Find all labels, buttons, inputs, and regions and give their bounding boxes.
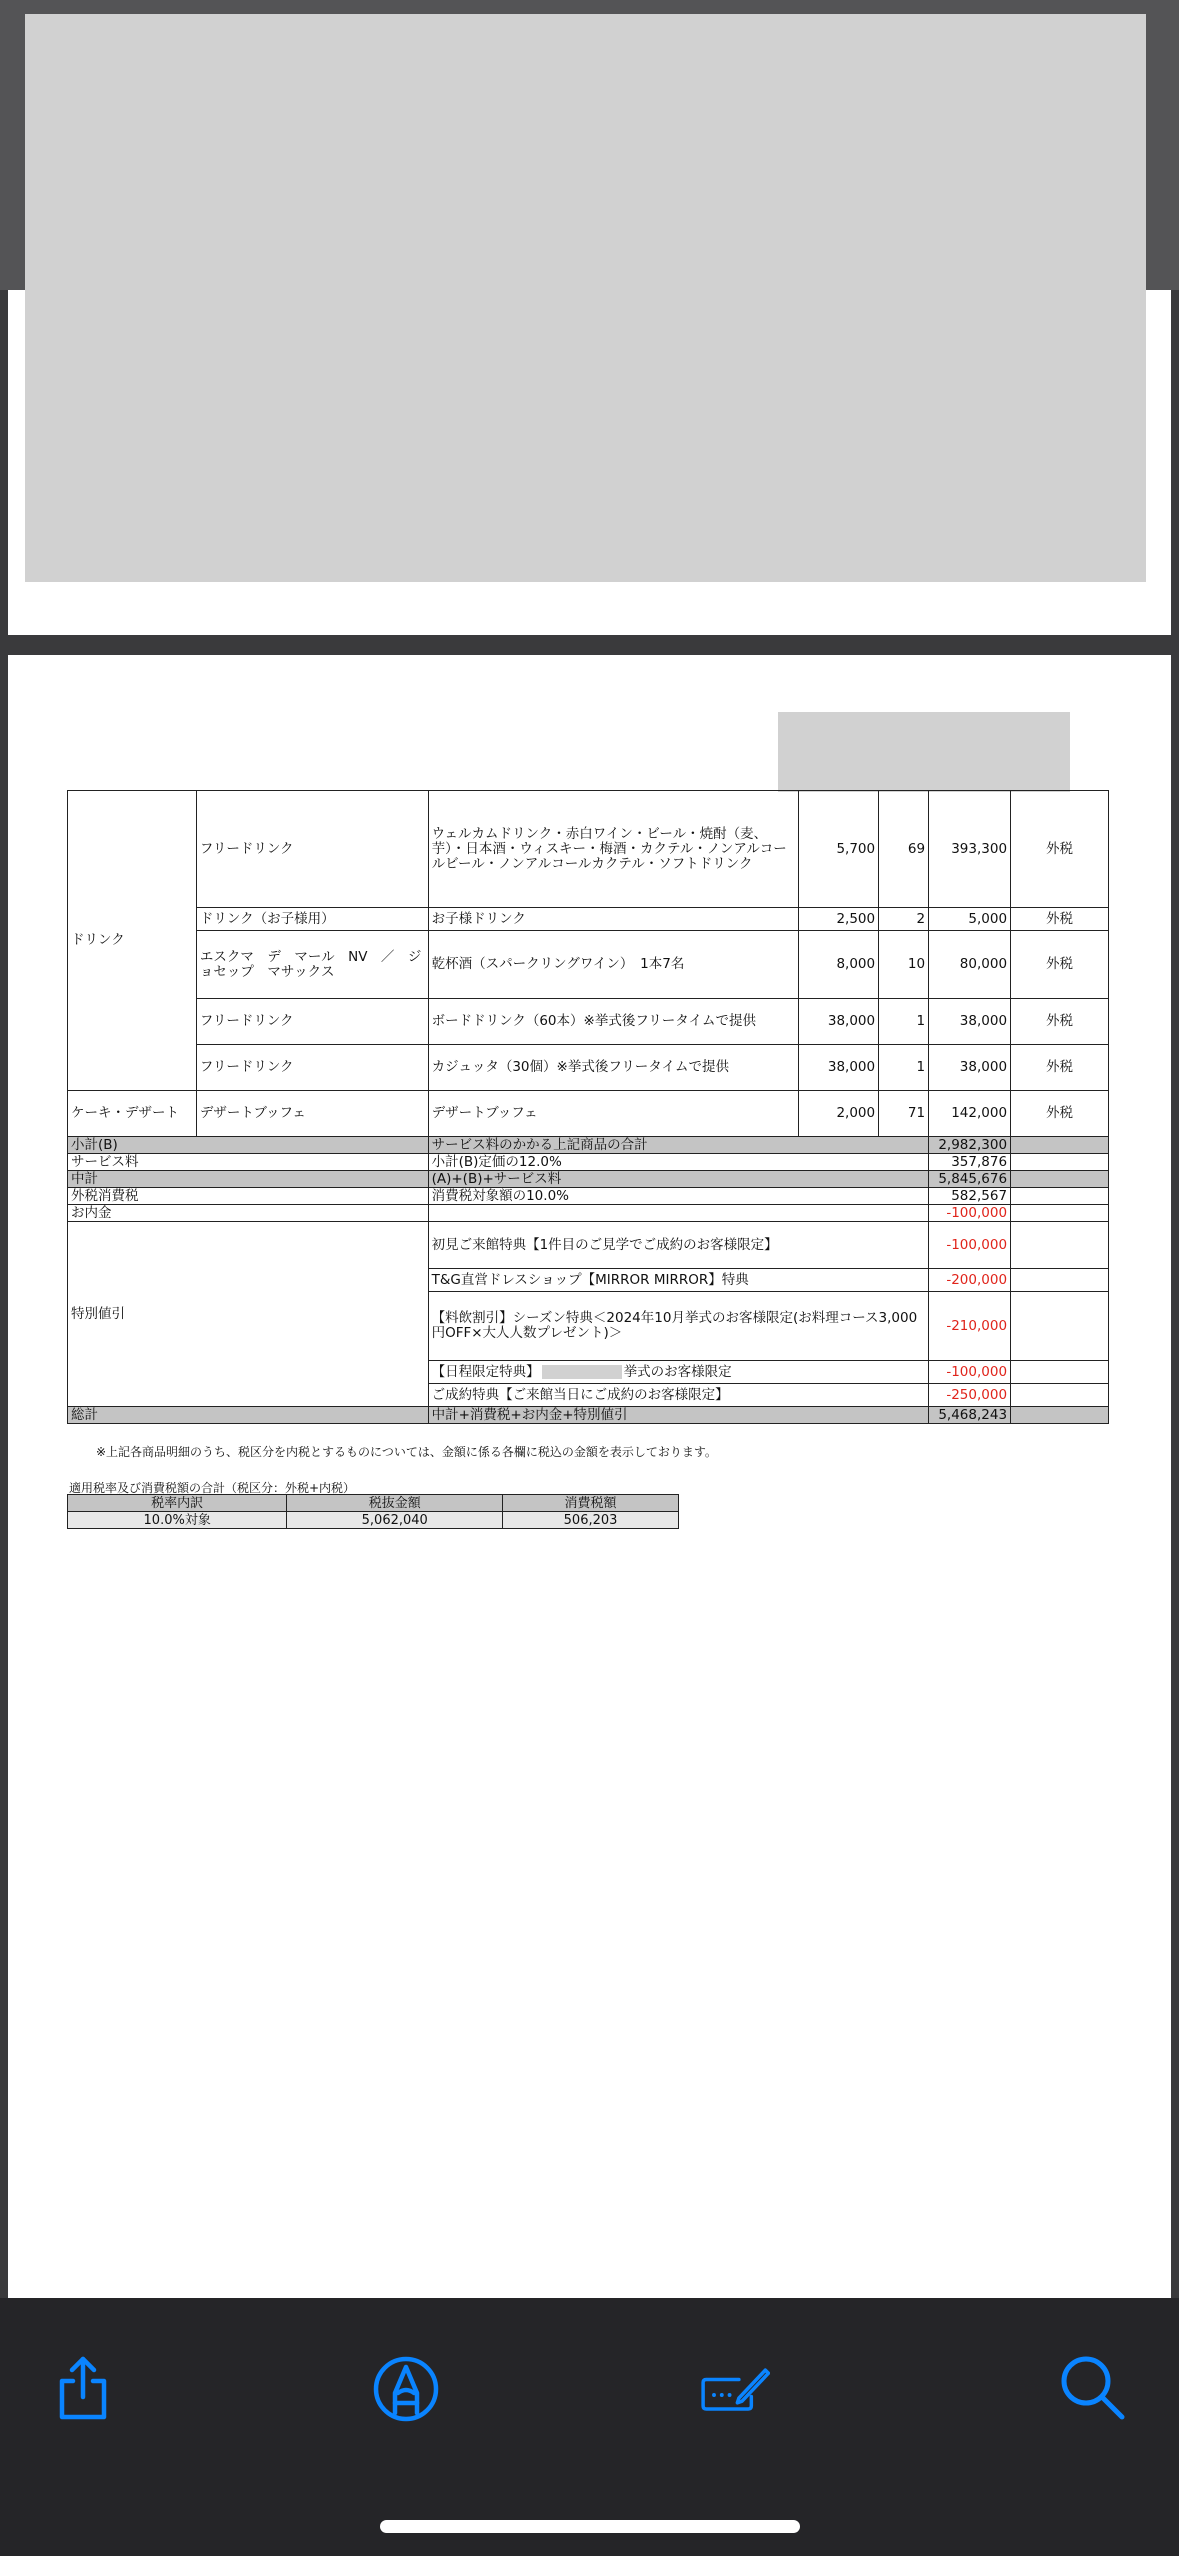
category-cell: ドリンク bbox=[68, 791, 197, 1091]
discount-desc: ご成約特典【ご来館当日にご成約のお客様限定】 bbox=[428, 1384, 928, 1407]
external-tax-desc: 消費税対象額の10.0% bbox=[428, 1188, 928, 1205]
deposit-label: お内金 bbox=[68, 1205, 429, 1222]
quantity-cell: 1 bbox=[879, 1045, 929, 1091]
discount-amount: -100,000 bbox=[929, 1361, 1011, 1384]
discount-desc bbox=[428, 1361, 928, 1384]
unit-price-cell: 2,500 bbox=[799, 908, 879, 931]
description-cell: 乾杯酒（スパークリングワイン） 1本7名 bbox=[428, 931, 799, 999]
quantity-cell: 2 bbox=[879, 908, 929, 931]
table-row bbox=[68, 1091, 1109, 1137]
subtotal-amount: 2,982,300 bbox=[929, 1137, 1011, 1154]
subtotal-row bbox=[68, 1137, 1109, 1154]
grand-total-row bbox=[68, 1407, 1109, 1424]
discount-amount: -100,000 bbox=[929, 1222, 1011, 1269]
amount-cell: 38,000 bbox=[929, 999, 1011, 1045]
deposit-row bbox=[68, 1205, 1109, 1222]
unit-price-cell: 8,000 bbox=[799, 931, 879, 999]
item-cell: フリードリンク bbox=[196, 791, 428, 908]
tax-summary-table bbox=[67, 1494, 679, 1529]
grand-total-desc: 中計+消費税+お内金+特別値引 bbox=[428, 1407, 928, 1424]
tax-type-cell: 外税 bbox=[1011, 931, 1109, 999]
table-row bbox=[68, 931, 1109, 999]
tax-note: ※上記各商品明細のうち、税区分を内税とするものについては、金額に係る各欄に税込の金額を表示しております。 bbox=[96, 1445, 717, 1459]
description-cell: カジュッタ（30個）※挙式後フリータイムで提供 bbox=[428, 1045, 799, 1091]
item-cell: デザートブッフェ bbox=[196, 1091, 428, 1137]
grand-total-amount: 5,468,243 bbox=[929, 1407, 1011, 1424]
midtotal-row bbox=[68, 1171, 1109, 1188]
item-cell: フリードリンク bbox=[196, 999, 428, 1045]
table-row bbox=[68, 791, 1109, 908]
quantity-cell: 69 bbox=[879, 791, 929, 908]
column-header: 税抜金額 bbox=[287, 1495, 503, 1512]
table-header-row bbox=[68, 1495, 679, 1512]
service-fee-desc: 小計(B)定価の12.0% bbox=[428, 1154, 928, 1171]
redacted-region bbox=[778, 712, 1070, 792]
discount-desc-part: 挙式のお客様限定 bbox=[623, 1363, 732, 1380]
tax-rate-cell: 10.0%対象 bbox=[68, 1512, 287, 1529]
home-indicator[interactable] bbox=[380, 2520, 800, 2533]
external-tax-amount: 582,567 bbox=[929, 1188, 1011, 1205]
page-separator bbox=[0, 635, 1179, 655]
item-cell: フリードリンク bbox=[196, 1045, 428, 1091]
table-row bbox=[68, 1512, 679, 1529]
discount-row bbox=[68, 1222, 1109, 1269]
service-fee-row bbox=[68, 1154, 1109, 1171]
description-cell: デザートブッフェ bbox=[428, 1091, 799, 1137]
share-icon[interactable] bbox=[48, 2353, 118, 2423]
category-cell: ケーキ・デザート bbox=[68, 1091, 197, 1137]
amount-cell: 393,300 bbox=[929, 791, 1011, 908]
tax-type-cell: 外税 bbox=[1011, 1091, 1109, 1137]
discount-amount: -210,000 bbox=[929, 1292, 1011, 1361]
quantity-cell: 10 bbox=[879, 931, 929, 999]
tax-type-cell: 外税 bbox=[1011, 999, 1109, 1045]
special-discount-label: 特別値引 bbox=[68, 1222, 429, 1407]
discount-desc-part: 【日程限定特典】 bbox=[431, 1363, 540, 1380]
discount-desc: T&G直営ドレスショップ【MIRROR MIRROR】特典 bbox=[428, 1269, 928, 1292]
tax-type-cell: 外税 bbox=[1011, 1045, 1109, 1091]
midtotal-amount: 5,845,676 bbox=[929, 1171, 1011, 1188]
midtotal-label: 中計 bbox=[68, 1171, 429, 1188]
external-tax-label: 外税消費税 bbox=[68, 1188, 429, 1205]
invoice-table bbox=[67, 790, 1109, 1424]
discount-desc: 【料飲割引】シーズン特典＜2024年10月挙式のお客様限定(お料理コース3,000円OFF×大人人数プレゼント)＞ bbox=[428, 1292, 928, 1361]
signature-icon[interactable] bbox=[700, 2353, 770, 2423]
tax-type-cell: 外税 bbox=[1011, 791, 1109, 908]
bottom-toolbar bbox=[0, 2298, 1179, 2556]
item-cell: エスクマ デ マール NV ／ ジョセップ マサックス bbox=[196, 931, 428, 999]
description-cell: お子様ドリンク bbox=[428, 908, 799, 931]
subtotal-label: 小計(B) bbox=[68, 1137, 429, 1154]
column-header: 税率内訳 bbox=[68, 1495, 287, 1512]
table-row bbox=[68, 1045, 1109, 1091]
tax-amount-cell: 506,203 bbox=[503, 1512, 679, 1529]
service-fee-amount: 357,876 bbox=[929, 1154, 1011, 1171]
discount-amount: -200,000 bbox=[929, 1269, 1011, 1292]
unit-price-cell: 5,700 bbox=[799, 791, 879, 908]
pdf-page-2 bbox=[8, 655, 1171, 2298]
description-cell: ウェルカムドリンク・赤白ワイン・ビール・焼酎（麦、芋）・日本酒・ウィスキー・梅酒・カクテル・ノンアルコールビール・ノンアルコールカクテル・ソフトドリンク bbox=[428, 791, 799, 908]
search-icon[interactable] bbox=[1058, 2353, 1128, 2423]
midtotal-desc: (A)+(B)+サービス料 bbox=[428, 1171, 928, 1188]
amount-cell: 142,000 bbox=[929, 1091, 1011, 1137]
unit-price-cell: 38,000 bbox=[799, 999, 879, 1045]
redacted-region bbox=[542, 1365, 622, 1379]
grand-total-label: 総計 bbox=[68, 1407, 429, 1424]
quantity-cell: 71 bbox=[879, 1091, 929, 1137]
description-cell: ボードドリンク（60本）※挙式後フリータイムで提供 bbox=[428, 999, 799, 1045]
service-fee-label: サービス料 bbox=[68, 1154, 429, 1171]
deposit-amount: -100,000 bbox=[929, 1205, 1011, 1222]
markup-icon[interactable] bbox=[371, 2353, 441, 2423]
unit-price-cell: 38,000 bbox=[799, 1045, 879, 1091]
quantity-cell: 1 bbox=[879, 999, 929, 1045]
tax-type-cell: 外税 bbox=[1011, 908, 1109, 931]
amount-cell: 80,000 bbox=[929, 931, 1011, 999]
redacted-region bbox=[25, 14, 1146, 582]
amount-cell: 38,000 bbox=[929, 1045, 1011, 1091]
external-tax-row bbox=[68, 1188, 1109, 1205]
table-row bbox=[68, 908, 1109, 931]
unit-price-cell: 2,000 bbox=[799, 1091, 879, 1137]
item-cell: ドリンク（お子様用） bbox=[196, 908, 428, 931]
tax-summary-title: 適用税率及び消費税額の合計（税区分：外税+内税） bbox=[69, 1481, 356, 1495]
pre-tax-amount-cell: 5,062,040 bbox=[287, 1512, 503, 1529]
table-row bbox=[68, 999, 1109, 1045]
amount-cell: 5,000 bbox=[929, 908, 1011, 931]
discount-amount: -250,000 bbox=[929, 1384, 1011, 1407]
column-header: 消費税額 bbox=[503, 1495, 679, 1512]
subtotal-desc: サービス料のかかる上記商品の合計 bbox=[428, 1137, 928, 1154]
discount-desc: 初見ご来館特典【1件目のご見学でご成約のお客様限定】 bbox=[428, 1222, 928, 1269]
